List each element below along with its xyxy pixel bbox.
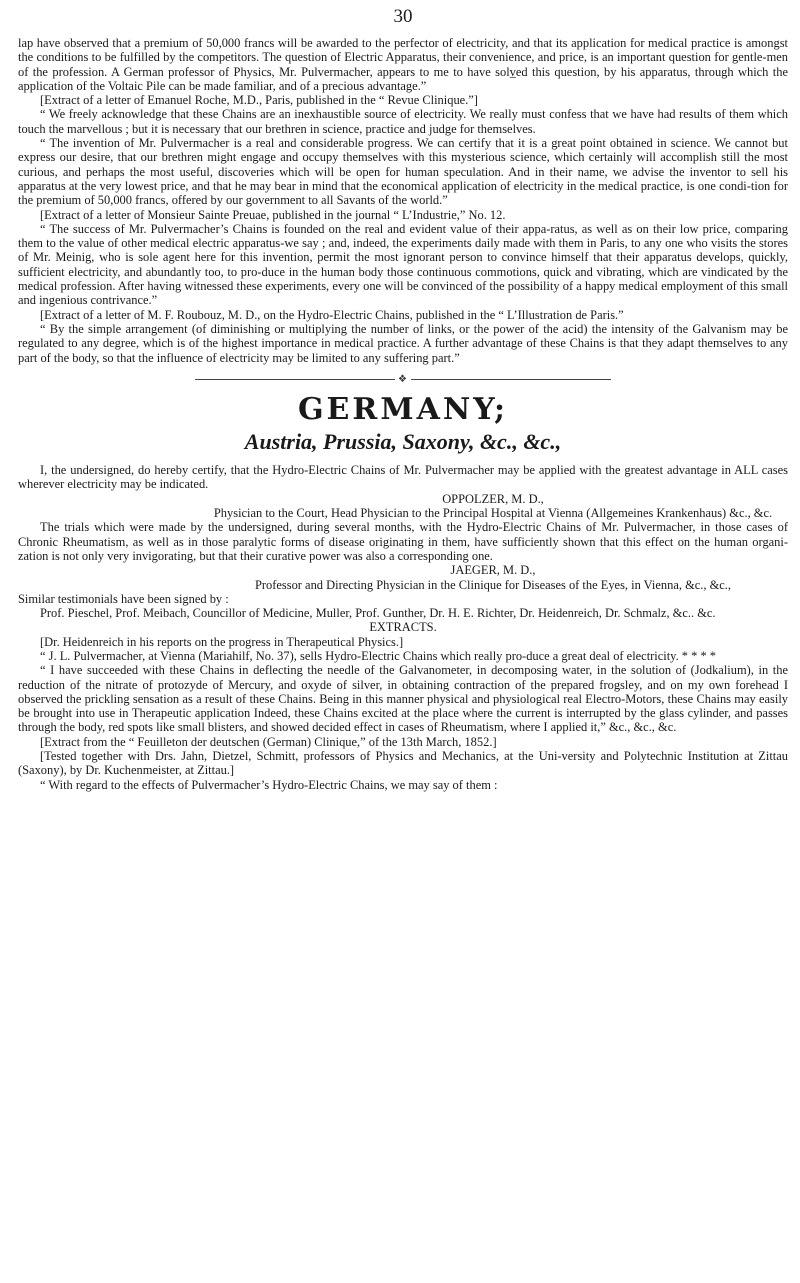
bracket-tested: [Tested together with Drs. Jahn, Dietzel, Schmitt, professors of Physics and Mechanics, at the Uni-versity and Polytechnic Institution at Zittau (Saxony), by Dr. Kuchenmeister, at Zittau.] bbox=[18, 749, 788, 778]
quote-heidenreich-1: “ J. L. Pulvermacher, at Vienna (Mariahilf, No. 37), sells Hydro-Electric Chains which really pro-duce a great deal of electricity. * * * * bbox=[40, 648, 717, 663]
paragraph-invention: “ The invention of Mr. Pulvermacher is a real and considerable progress. We can certify that it is a great point obtained in science. We cannot but express our desire, that our brethren might engage and occupy themselves with this mysterious science, which certainly will accomplish still the most curious, and perhaps the most useful, discoveries which will be open for human speculation. And in their name, we advise the inventor to sell his apparatus at the very lowest price, and that he may bear in mind that the economical application of electricity in the medical practice, is one condi-tion for the premium of 50,000 francs, offered by our government to all Savants of the world.” bbox=[18, 136, 788, 208]
paragraph-trials: The trials which were made by the undersigned, during several months, with the Hydro-Electric Chains of Mr. Pulvermacher, in those cases of Chronic Rheumatism, as well as in those paralytic forms of disease originating in them, have sufficiently shown that this effect on the human organi-zation is not only very invigorating, but that their curative power was also a corresponding one. bbox=[18, 520, 788, 563]
signature-jaeger-title: Professor and Directing Physician in the Clinique for Diseases of the Eyes, in Vienna, &c., &c., bbox=[254, 577, 732, 592]
paragraph-arrangement: “ By the simple arrangement (of diminishing or multiplying the number of links, or the power of the acid) the intensity of the Galvanism may be regulated to any degree, which is of the highest importance in medical practice. A further advantage of these Chains is that they adapt themselves to any part of the body, so that the influence of electricity may be limited to any suffering part.” bbox=[18, 321, 788, 365]
signature-oppolzer-title: Physician to the Court, Head Physician to the Principal Hospital at Vienna (Allgemeines Krankenhaus) &c., &c. bbox=[213, 506, 773, 521]
paragraph-similar: Similar testimonials have been signed by : bbox=[18, 591, 229, 606]
page-number: 30 bbox=[393, 6, 413, 27]
signature-oppolzer: OPPOLZER, M. D., bbox=[442, 491, 544, 506]
quote-heidenreich-2: “ I have succeeded with these Chains in deflecting the needle of the Galvanometer, in decomposing water, in the solution of (Jodkalium), in the reduction of the nitrate of protozyde of Mercury, and oxyde of silver, in obtaining contraction of the prepared frogsley, and on my own forehead I observed the prickling sensation as a result of these Chains. Being in this manner physical and physiological real Electro-Motors, these Chains may easily be brought into use in Therapeutic application Indeed, these Chains excited at the place where the current is interrupted by the glass cylinder, and passes through the body, red spots like small blisters, and showed decided effect in cases of Rheumatism, where I applied it,” &c., &c., &c. bbox=[18, 663, 788, 735]
bracket-heidenreich: [Dr. Heidenreich in his reports on the progress in Therapeutical Physics.] bbox=[40, 634, 404, 649]
bracket-roubouz: [Extract of a letter of M. F. Roubouz, M. D., on the Hydro-Electric Chains, published in the “ L’Illustration de Paris.” bbox=[40, 307, 624, 322]
paragraph-chains-source: “ We freely acknowledge that these Chains are an inexhaustible source of electricity. We really must confess that we have had results of them which touch the marvellous ; but it is necessary that our brethren in science, practice and judge for themselves. bbox=[18, 107, 788, 136]
paragraph-names: Prof. Pieschel, Prof. Meibach, Councillor of Medicine, Muller, Prof. Gunther, Dr. H. E. Richter, Dr. Heidenreich, Dr. Schmalz, &c.. &c. bbox=[40, 606, 716, 621]
extracts-heading: EXTRACTS. bbox=[369, 620, 437, 635]
signature-jaeger: JAEGER, M. D., bbox=[450, 563, 536, 578]
paragraph-success: “ The success of Mr. Pulvermacher’s Chains is founded on the real and evident value of their appa-ratus, as well as on their low price, comparing them to the value of other medical electric apparatus-we say ; and, indeed, the experiments daily made with them in Paris, to any one who visits the stores of Mr. Meinig, who is sole agent here for this invention, permit the most ignorant person to convince himself that their apparatus develops, quickly, sufficient electricity, and abundantly too, to pro-duce in the human body those continuous commotions, quick and vibrating, which are vindicated by the medical profession. After having witnessed these experiments, every one will be convinced of the possibility of a happy medical employment of this small and ingenious contrivance.” bbox=[18, 221, 788, 308]
paragraph-certify: I, the undersigned, do hereby certify, that the Hydro-Electric Chains of Mr. Pulvermacher may be applied with the greatest advantage in ALL cases wherever electricity may be indicated. bbox=[18, 463, 788, 492]
regions-heading: Austria, Prussia, Saxony, &c., &c., bbox=[244, 429, 562, 455]
document-body bbox=[18, 36, 788, 792]
paragraph-premium: lap have observed that a premium of 50,000 francs will be awarded to the perfector of electricity, and that its application for medical practice is amongst the conditions to be fulfilled by the competitors. The question of Electric Apparatus, their convenience, and price, is an important question for gentle-men of the profession. A German professor of Physics, Mr. Pulvermacher, appears to me to have solv̲ed this question, by his apparatus, through which the application of the Voltaic Pile can be made familiar, and of a precious advantage.” bbox=[18, 36, 788, 93]
bracket-roche: [Extract of a letter of Emanuel Roche, M.D., Paris, published in the “ Revue Clinique.”] bbox=[40, 93, 478, 108]
country-heading: GERMANY; bbox=[297, 392, 509, 428]
ornamental-divider: ❖ bbox=[18, 373, 788, 387]
last-line: “ With regard to the effects of Pulvermacher’s Hydro-Electric Chains, we may say of them : bbox=[40, 777, 498, 792]
bracket-preuae: [Extract of a letter of Monsieur Sainte Preuae, published in the journal “ L’Industrie,” No. 12. bbox=[40, 207, 506, 222]
bracket-feuilleton: [Extract from the “ Feuilleton der deutschen (German) Clinique,” of the 13th March, 1852.] bbox=[40, 734, 497, 749]
